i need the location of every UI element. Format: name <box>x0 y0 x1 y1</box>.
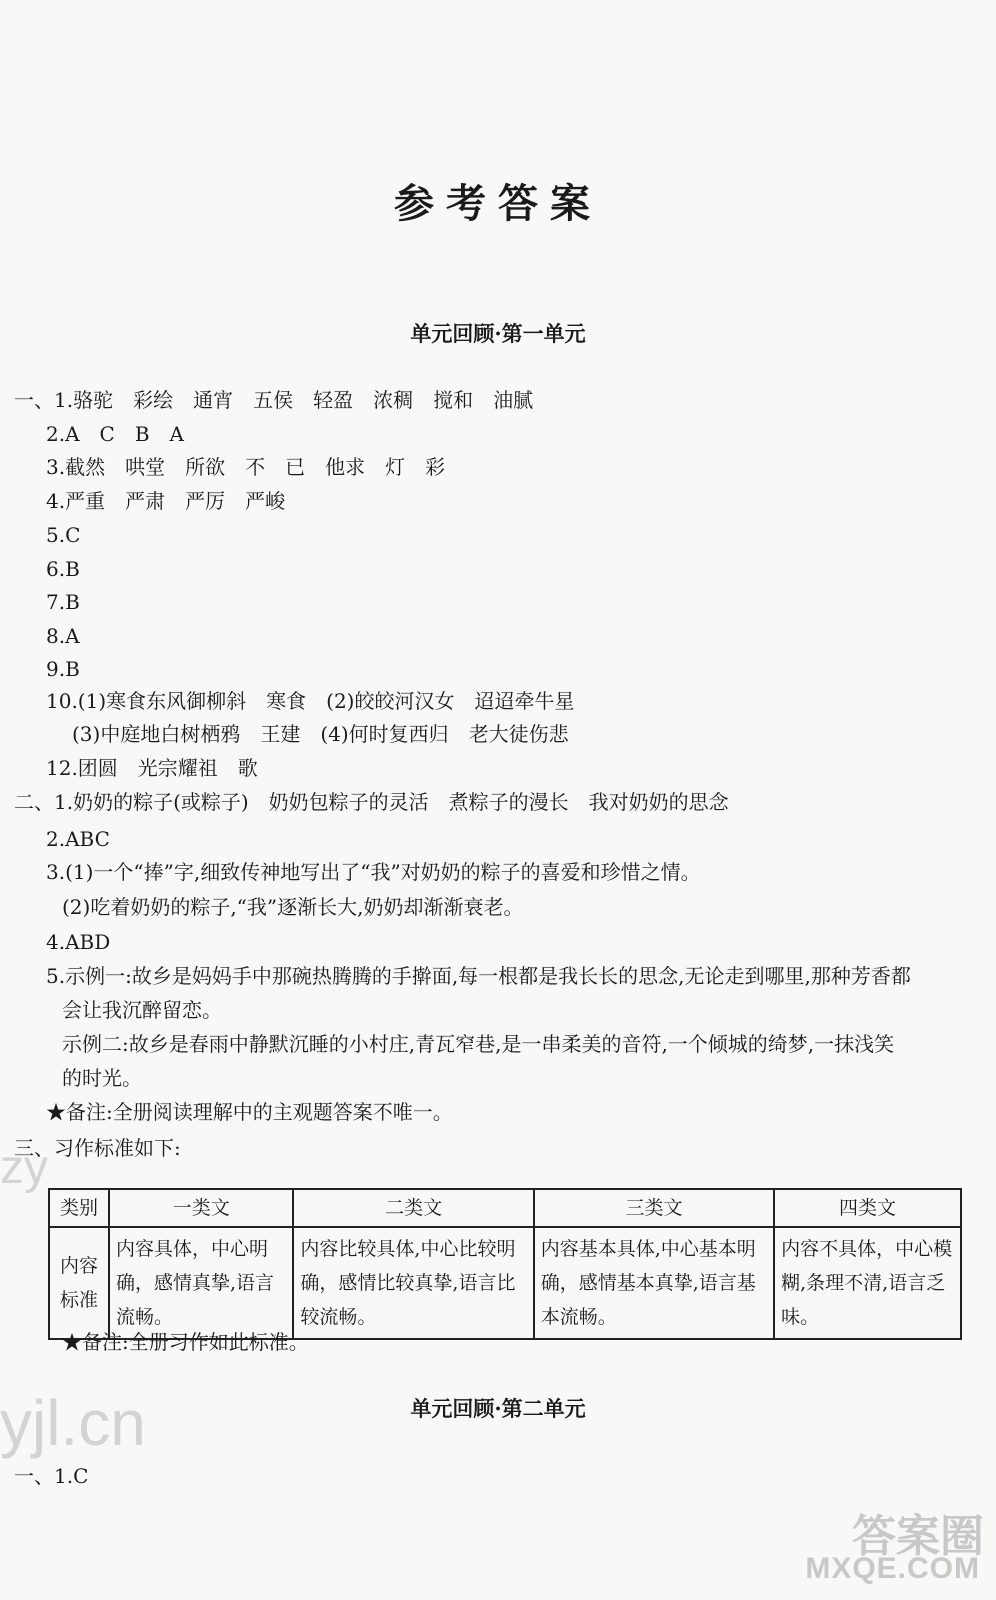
grading-criteria-table <box>48 1188 962 1340</box>
answer-line: 一、1.C <box>14 1464 89 1488</box>
table-cell: 内容比较具体,中心比较明确，感情比较真挚,语言比较流畅。 <box>293 1227 533 1339</box>
table-header-cell: 一类文 <box>109 1189 293 1227</box>
answer-line: 的时光。 <box>62 1066 142 1090</box>
answer-line: 9.B <box>46 657 80 681</box>
answer-line: (2)吃着奶奶的粽子,“我”逐渐长大,奶奶却渐渐衰老。 <box>62 895 524 919</box>
answer-line: 一、1.骆驼 彩绘 通宵 五侯 轻盈 浓稠 搅和 油腻 <box>14 388 534 412</box>
watermark-logo: zy <box>0 1141 48 1194</box>
answer-line: 二、1.奶奶的粽子(或粽子) 奶奶包粽子的灵活 煮粽子的漫长 我对奶奶的思念 <box>14 790 729 814</box>
table-header-row <box>49 1189 961 1227</box>
answer-line: ★备注:全册阅读理解中的主观题答案不唯一。 <box>46 1100 453 1124</box>
part3-heading: 三、习作标准如下: <box>14 1136 181 1160</box>
table-cell: 内容基本具体,中心基本明确，感情基本真挚,语言基本流畅。 <box>534 1227 774 1339</box>
answer-line: 示例二:故乡是春雨中静默沉睡的小村庄,青瓦窄巷,是一串柔美的音符,一个倾城的绮梦,一抹浅笑 <box>62 1032 895 1056</box>
table-header-cell: 类别 <box>49 1189 109 1227</box>
table-cell: 内容不具体，中心模糊,条理不清,语言乏味。 <box>774 1227 961 1339</box>
answer-line: 3.截然 哄堂 所欲 不 已 他求 灯 彩 <box>46 455 446 479</box>
watermark-logo: 答案圈 <box>852 1512 984 1561</box>
table-cell: 内容具体，中心明确，感情真挚,语言流畅。 <box>109 1227 293 1339</box>
answer-line: 7.B <box>46 590 80 614</box>
table-header-cell: 三类文 <box>534 1189 774 1227</box>
answer-line: 4.ABD <box>46 930 111 954</box>
answer-line: 6.B <box>46 557 80 581</box>
answer-line: 2.A C B A <box>46 422 184 446</box>
watermark-logo: MXQE.COM <box>805 1552 980 1585</box>
table-header-cell: 四类文 <box>774 1189 961 1227</box>
table-row-label: 内容标准 <box>49 1227 109 1339</box>
answer-line: 12.团圆 光宗耀祖 歌 <box>46 756 258 780</box>
note-line: ★备注:全册习作如此标准。 <box>62 1330 309 1354</box>
answer-line: 3.(1)一个“捧”字,细致传神地写出了“我”对奶奶的粽子的喜爱和珍惜之情。 <box>46 860 701 884</box>
page-title: 参考答案 <box>394 180 602 227</box>
table-header-cell: 二类文 <box>293 1189 533 1227</box>
answer-line: 5.示例一:故乡是妈妈手中那碗热腾腾的手擀面,每一根都是我长长的思念,无论走到哪里,那种芳香都 <box>46 964 911 988</box>
answer-line: 8.A <box>46 624 80 648</box>
answer-line: 10.(1)寒食东风御柳斜 寒食 (2)皎皎河汉女 迢迢牵牛星 <box>46 689 575 713</box>
answer-line: 2.ABC <box>46 827 110 851</box>
section-title-unit2: 单元回顾·第二单元 <box>410 1396 586 1421</box>
table-row <box>49 1227 961 1339</box>
watermark-logo: yjl.cn <box>0 1387 146 1459</box>
answer-line: (3)中庭地白树栖鸦 王建 (4)何时复西归 老大徒伤悲 <box>72 722 569 746</box>
section-title-unit1: 单元回顾·第一单元 <box>410 321 586 346</box>
answer-line: 4.严重 严肃 严厉 严峻 <box>46 489 286 513</box>
answer-line: 5.C <box>46 523 81 547</box>
answer-line: 会让我沉醉留恋。 <box>62 998 222 1022</box>
